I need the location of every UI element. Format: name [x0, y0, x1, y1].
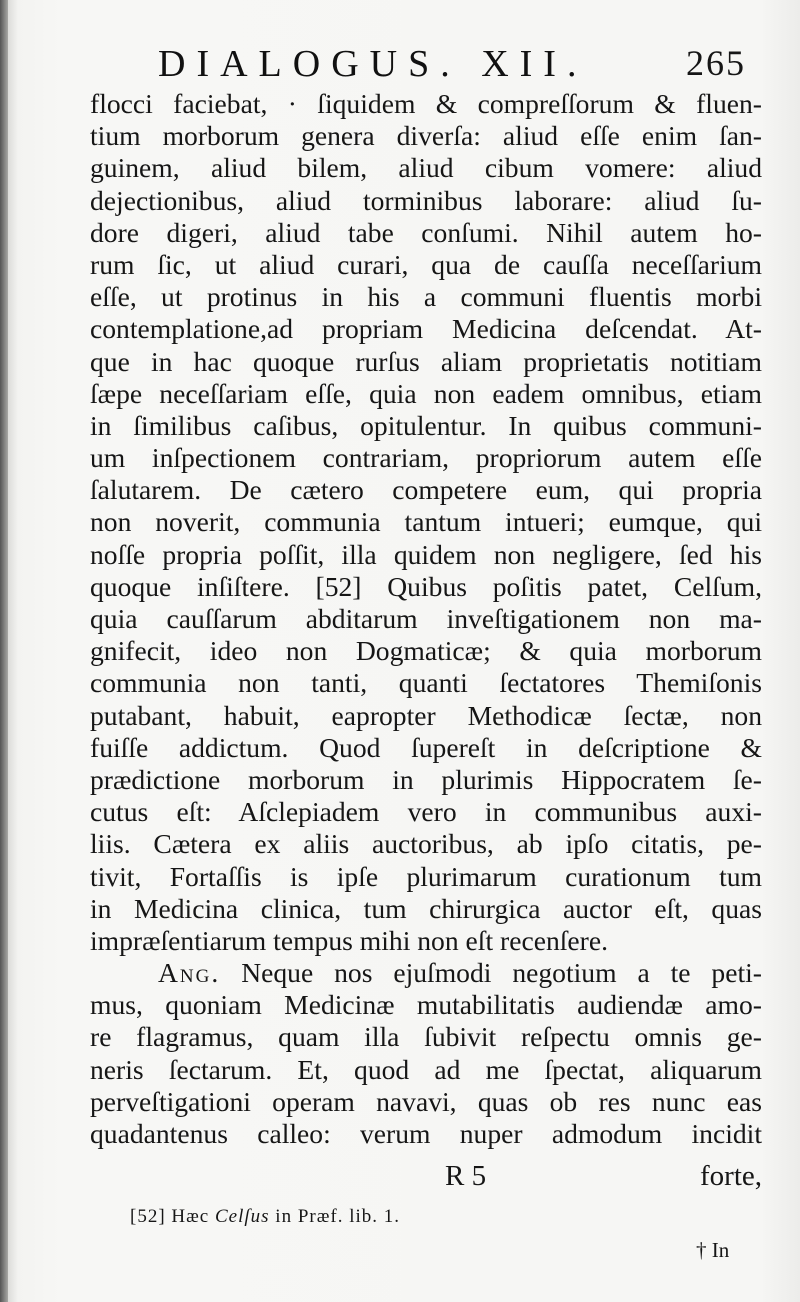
- text-line: guinem, aliud bilem, aliud cibum vomere: aliud: [90, 152, 762, 184]
- text-line: perveſtigationi operam navavi, quas ob res nunc eas: [90, 1085, 762, 1117]
- text-line: prædictione morborum in plurimis Hippocratem ſe-: [90, 763, 762, 795]
- text-line: flocci faciebat, · ſiquidem & compreſſorum & fluen-: [90, 88, 762, 119]
- text-line: in ſimilibus caſibus, opitulentur. In quibus communi-: [90, 409, 762, 441]
- text-line: impræſentiarum tempus mihi non eſt recenſere.: [90, 924, 609, 956]
- text-line: mus, quoniam Medicinæ mutabilitatis audiendæ amo-: [90, 989, 762, 1021]
- text-line: ſalutarem. De cætero competere eum, qui propria: [90, 474, 762, 506]
- footnote: [130, 1206, 400, 1228]
- text-line: rum ſic, ut aliud curari, qua de cauſſa neceſſarium: [90, 248, 762, 280]
- text-line: in Medicina clinica, tum chirurgica auctor eſt, quas: [90, 892, 762, 924]
- text-line: re flagramus, quam illa ſubivit reſpectu omnis ge-: [90, 1021, 762, 1053]
- footnote-italic: Celſus: [214, 1206, 270, 1227]
- text-line: communia non tanti, quanti ſectatores Themiſonis: [90, 667, 762, 699]
- text-line: tium morborum genera diverſa: aliud eſſe enim ſan-: [90, 120, 762, 152]
- text-line: quoque inſiſtere. [52] Quibus poſitis patet, Celſum,: [90, 570, 762, 602]
- gutter-shadow: [0, 0, 8, 1302]
- speaker-line: [90, 957, 762, 989]
- text-line: liis. Cætera ex aliis auctoribus, ab ipſo citatis, pe-: [90, 828, 762, 860]
- body-text: [90, 88, 762, 1150]
- text-line: quia cauſſarum abditarum inveſtigationem non ma-: [90, 603, 762, 634]
- signature-row: [90, 1160, 762, 1196]
- text-line: fuiſſe addictum. Quod ſupereſt in deſcriptione &: [90, 731, 762, 763]
- footnote-marker: [52]: [130, 1206, 166, 1227]
- text-line: tivit, Fortaſſis is ipſe plurimarum curationum tum: [90, 860, 762, 892]
- footnote-text-after: in Præf. lib. 1.: [275, 1206, 401, 1227]
- text-line: gnifecit, ideo non Dogmaticæ; & quia morborum: [90, 635, 762, 667]
- running-header: [158, 36, 760, 92]
- page-number: 265: [686, 43, 746, 83]
- text-line: contemplatione,ad propriam Medicina deſcendat. At-: [90, 313, 762, 345]
- text-line: um inſpectionem contrariam, propriorum autem eſſe: [90, 442, 762, 474]
- bottom-catchword: † In: [696, 1238, 730, 1262]
- text-line: noſſe propria poſſit, illa quidem non negligere, ſed his: [90, 538, 762, 570]
- catchword: forte,: [700, 1160, 762, 1192]
- text-line: dejectionibus, aliud torminibus laborare: aliud ſu-: [90, 184, 762, 216]
- signature-mark: R 5: [445, 1160, 487, 1192]
- text-line: dore digeri, aliud tabe conſumi. Nihil autem ho-: [90, 216, 762, 248]
- text-line: neris ſectarum. Et, quod ad me ſpectat, aliquarum: [90, 1053, 762, 1085]
- running-title: DIALOGUS. XII.: [158, 43, 588, 85]
- text-line: eſſe, ut protinus in his a communi fluentis morbi: [90, 281, 762, 313]
- footnote-text-before: Hæc: [171, 1206, 210, 1227]
- text-line: non noverit, communia tantum intueri; eumque, qui: [90, 506, 762, 538]
- text-line: quadantenus calleo: verum nuper admodum incidit: [90, 1118, 762, 1149]
- text-line: que in hac quoque rurſus aliam proprietatis notitiam: [90, 345, 762, 377]
- speaker-name: Ang.: [158, 957, 221, 989]
- text-line: ſæpe neceſſariam eſſe, quia non eadem omnibus, etiam: [90, 377, 762, 409]
- text-line: putabant, habuit, eapropter Methodicæ ſectæ, non: [90, 699, 762, 731]
- text-line: cutus eſt: Aſclepiadem vero in communibus auxi-: [90, 796, 762, 828]
- speaker-text: Neque nos ejuſmodi negotium a te peti-: [241, 957, 762, 989]
